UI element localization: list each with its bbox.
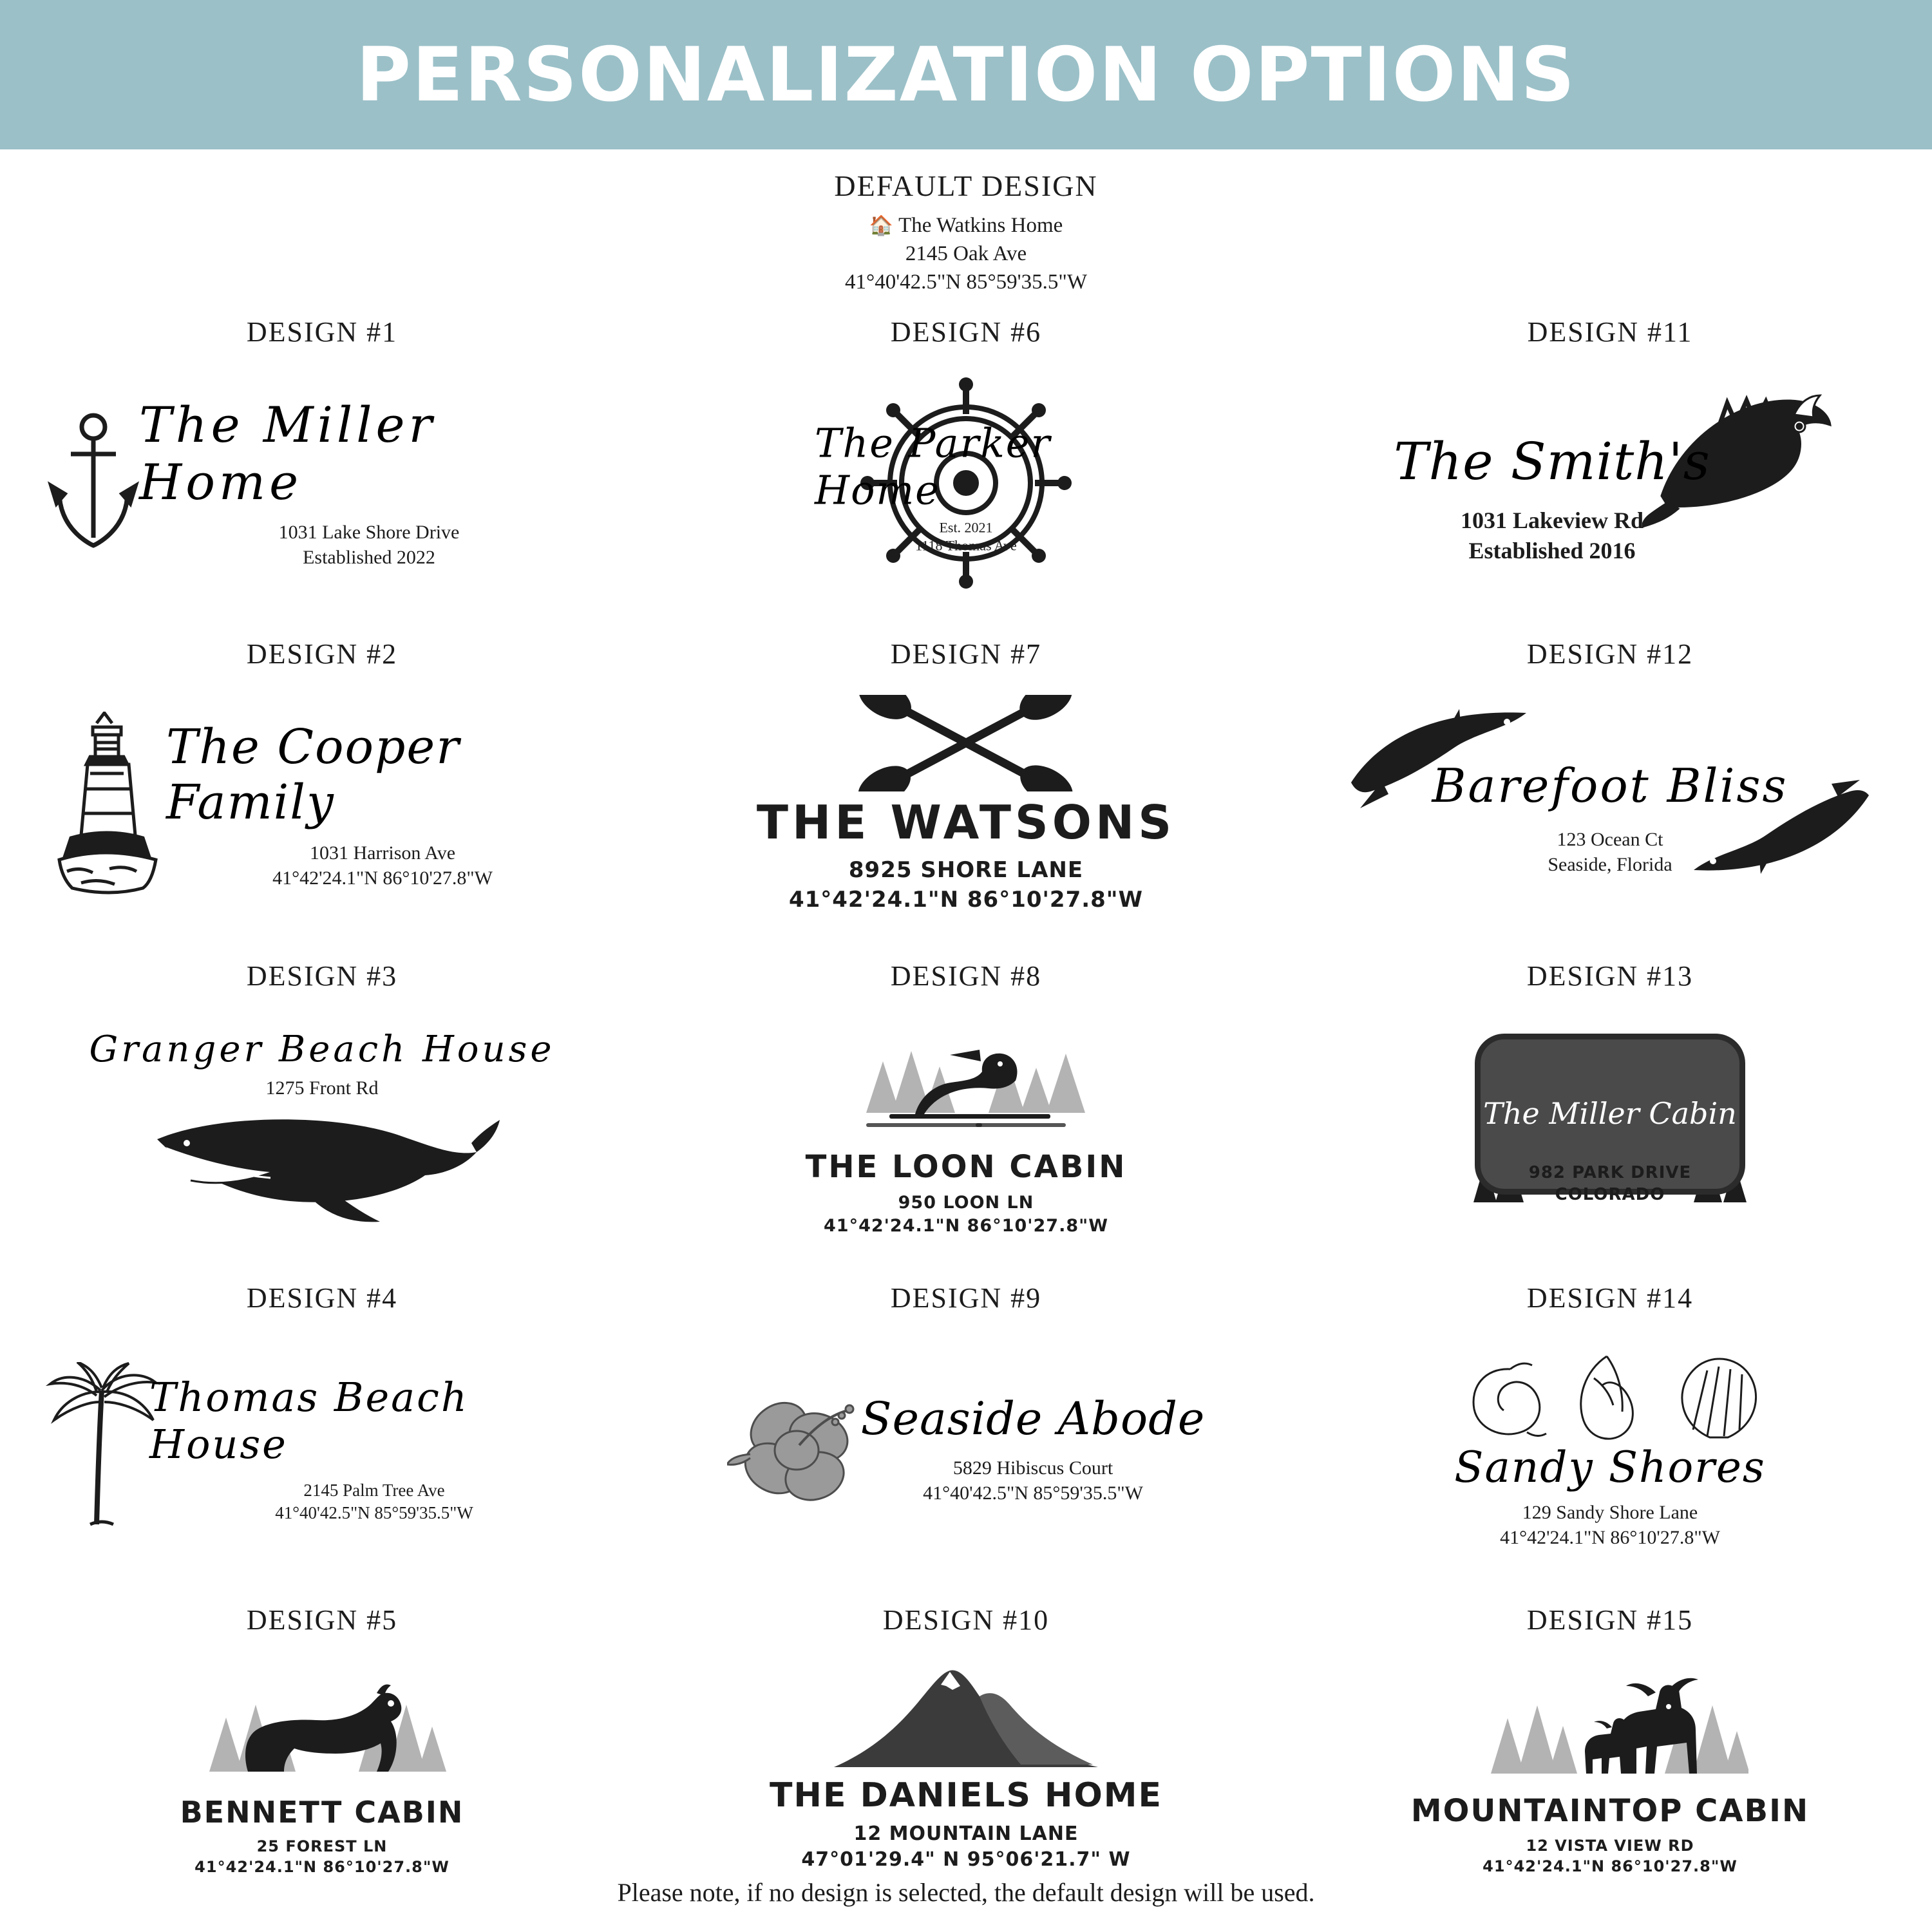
- design-art-7: [689, 673, 1243, 937]
- design-line-11-0: 1031 Lakeview Rd: [1460, 507, 1643, 533]
- design-art-13: [1333, 995, 1887, 1259]
- house-icon: 🏠: [869, 215, 894, 236]
- design-line-9-0: 5829 Hibiscus Court: [952, 1457, 1113, 1479]
- design-line-1-1: Established 2022: [303, 547, 435, 568]
- design-label-10: DESIGN #10: [882, 1604, 1050, 1636]
- design-art-2: [45, 673, 599, 937]
- design-line-3-0: 1275 Front Rd: [265, 1077, 379, 1099]
- design-card-8[interactable]: [644, 960, 1288, 1282]
- design-line-12-0: 123 Ocean Ct: [1557, 828, 1663, 850]
- design-name-7: THE WATSONS: [756, 795, 1176, 850]
- design-art-9: [689, 1317, 1243, 1581]
- moose-with-pines-icon: [1472, 1653, 1748, 1788]
- design-card-1[interactable]: [0, 316, 644, 638]
- mountain-icon: [828, 1656, 1104, 1772]
- design-line-13-0: 982 PARK DRIVE: [1528, 1163, 1692, 1183]
- design-name-10: THE DANIELS HOME: [769, 1776, 1163, 1815]
- design-label-2: DESIGN #2: [246, 638, 398, 670]
- design-line-7-0: 8925 SHORE LANE: [848, 857, 1084, 884]
- default-design-line3: 41°40'42.5"N 85°59'35.5"W: [845, 270, 1087, 294]
- design-line-14-0: 129 Sandy Shore Lane: [1522, 1501, 1698, 1523]
- design-art-3: [45, 995, 599, 1259]
- design-line-10-1: 47°01'29.4" N 95°06'21.7" W: [801, 1848, 1131, 1871]
- loon-icon: [828, 1016, 1104, 1145]
- design-name-8: THE LOON CABIN: [805, 1148, 1127, 1185]
- design-name-11: The Smith's: [1394, 431, 1710, 491]
- design-card-4[interactable]: [0, 1282, 644, 1604]
- design-label-15: DESIGN #15: [1526, 1604, 1694, 1636]
- design-art-12: [1333, 673, 1887, 937]
- design-card-14[interactable]: [1288, 1282, 1932, 1604]
- design-line-1-0: 1031 Lake Shore Drive: [278, 522, 460, 543]
- design-art-14: [1333, 1317, 1887, 1581]
- design-label-8: DESIGN #8: [890, 960, 1042, 992]
- design-name-1: The Miller Home: [139, 396, 436, 511]
- design-art-11: [1333, 351, 1887, 615]
- hibiscus-icon: [727, 1378, 869, 1520]
- design-label-3: DESIGN #3: [246, 960, 398, 992]
- default-design-line1: The Watkins Home: [898, 214, 1063, 237]
- design-card-9[interactable]: [644, 1282, 1288, 1604]
- whale-icon: [142, 1097, 502, 1226]
- design-label-4: DESIGN #4: [246, 1282, 398, 1314]
- design-label-6: DESIGN #6: [890, 316, 1042, 348]
- seashells-icon: [1459, 1349, 1761, 1445]
- design-name-4: Thomas Beach House: [149, 1373, 469, 1468]
- design-card-13[interactable]: [1288, 960, 1932, 1282]
- design-name-2: The Cooper Family: [166, 719, 460, 830]
- design-name-15: MOUNTAINTOP CABIN: [1410, 1792, 1810, 1829]
- design-line-15-0: 12 VISTA VIEW RD: [1526, 1836, 1694, 1855]
- design-card-12[interactable]: [1288, 638, 1932, 960]
- design-line-4-0: 2145 Palm Tree Ave: [303, 1480, 445, 1500]
- design-art-4: [45, 1317, 599, 1581]
- design-line-9-1: 41°40'42.5"N 85°59'35.5"W: [923, 1482, 1143, 1504]
- design-art-8: [689, 995, 1243, 1259]
- anchor-icon: [45, 409, 142, 557]
- lighthouse-icon: [45, 712, 167, 898]
- design-line-2-1: 41°42'24.1"N 86°10'27.8"W: [272, 867, 493, 889]
- crossed-paddles-icon: [828, 695, 1104, 791]
- design-line-4-1: 41°40'42.5"N 85°59'35.5"W: [275, 1503, 473, 1522]
- design-art-1: [45, 351, 599, 615]
- design-line-10-0: 12 MOUNTAIN LANE: [853, 1822, 1079, 1845]
- design-name-14: Sandy Shores: [1454, 1442, 1766, 1492]
- design-line-13-1: COLORADO: [1555, 1185, 1665, 1205]
- page-header: [0, 0, 1932, 149]
- bear-with-pines-icon: [184, 1652, 460, 1787]
- design-label-13: DESIGN #13: [1526, 960, 1694, 992]
- default-design-text: [0, 212, 1932, 297]
- design-line-11-1: Established 2016: [1468, 537, 1636, 564]
- design-name-12: Barefoot Bliss: [1432, 758, 1788, 813]
- design-card-11[interactable]: [1288, 316, 1932, 638]
- design-art-10: [689, 1639, 1243, 1890]
- default-design-line2: 2145 Oak Ave: [905, 242, 1027, 265]
- design-card-6[interactable]: [644, 316, 1288, 638]
- design-name-9: Seaside Abode: [860, 1392, 1206, 1445]
- design-label-5: DESIGN #5: [246, 1604, 398, 1636]
- design-line-15-1: 41°42'24.1"N 86°10'27.8"W: [1482, 1857, 1738, 1875]
- design-label-7: DESIGN #7: [890, 638, 1042, 670]
- palm-tree-icon: [45, 1362, 161, 1536]
- design-line-2-0: 1031 Harrison Ave: [309, 842, 456, 864]
- design-label-11: DESIGN #11: [1527, 316, 1693, 348]
- design-line-8-0: 950 LOON LN: [898, 1192, 1034, 1213]
- design-line-7-1: 41°42'24.1"N 86°10'27.8"W: [788, 887, 1144, 913]
- footnote: Please note, if no design is selected, the default design will be used.: [617, 1878, 1315, 1907]
- design-art-6: [689, 351, 1243, 615]
- design-card-3[interactable]: [0, 960, 644, 1282]
- design-card-7[interactable]: [644, 638, 1288, 960]
- design-name-3: Granger Beach House: [89, 1028, 555, 1070]
- design-line-8-1: 41°42'24.1"N 86°10'27.8"W: [824, 1216, 1108, 1236]
- design-label-1: DESIGN #1: [246, 316, 398, 348]
- design-line-12-1: Seaside, Florida: [1548, 853, 1672, 875]
- design-art-15: [1333, 1639, 1887, 1890]
- design-name-6: The Parker Home: [815, 419, 1052, 513]
- default-design-block: [0, 169, 1932, 297]
- design-line-5-1: 41°42'24.1"N 86°10'27.8"W: [194, 1858, 450, 1876]
- designs-grid: [0, 316, 1932, 1926]
- design-label-9: DESIGN #9: [890, 1282, 1042, 1314]
- default-design-label: DEFAULT DESIGN: [834, 169, 1098, 202]
- design-line-6-0: Est. 2021: [939, 519, 993, 535]
- design-line-5-0: 25 FOREST LN: [256, 1837, 388, 1855]
- design-name-5: BENNETT CABIN: [180, 1794, 464, 1830]
- design-label-14: DESIGN #14: [1526, 1282, 1694, 1314]
- design-line-6-1: 1118 Thomas Ave: [915, 537, 1017, 554]
- design-name-13: The Miller Cabin: [1483, 1096, 1737, 1132]
- design-label-12: DESIGN #12: [1526, 638, 1694, 670]
- design-art-5: [45, 1639, 599, 1890]
- design-line-14-1: 41°42'24.1"N 86°10'27.8"W: [1500, 1526, 1720, 1548]
- page-title: PERSONALIZATION OPTIONS: [355, 31, 1577, 118]
- design-card-2[interactable]: [0, 638, 644, 960]
